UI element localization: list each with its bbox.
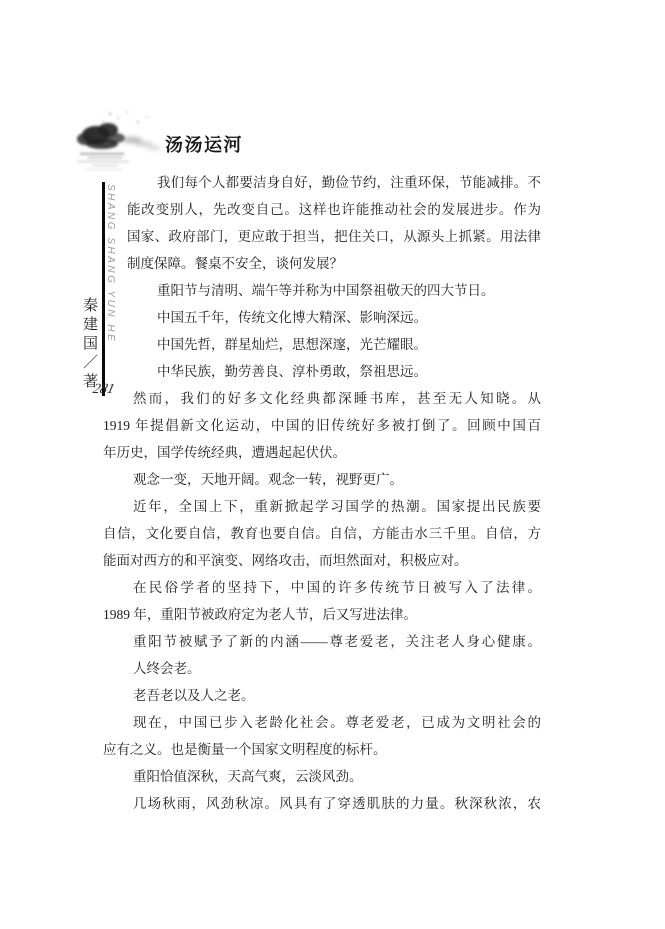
text-line: 1989 年，重阳节被政府定为老人节，后又写进法律。: [103, 607, 417, 622]
text-line: 能改变别人，先改变自己。这样也许能推动社会的发展进步。作为: [127, 202, 541, 217]
text-line: 近年，全国上下，重新掀起学习国学的热潮。国家提出民族要: [133, 499, 541, 514]
text-line: 重阳恰值深秋，天高气爽，云淡风劲。: [133, 769, 363, 784]
sidebar-series-name: SHANG SHANG YUN HE: [105, 184, 116, 344]
ink-painting-logo: [72, 108, 166, 174]
text-line: 我们每个人都要洁身自好，勤俭节约，注重环保，节能减排。不: [157, 175, 541, 190]
text-line: 中国五千年，传统文化博大精深、影响深远。: [157, 310, 427, 325]
text-line: 国家、政府部门，更应敢于担当，把住关口，从源头上抓紧。用法律: [127, 229, 541, 244]
text-line: 1919 年提倡新文化运动，中国的旧传统好多被打倒了。回顾中国百: [103, 418, 541, 433]
body-text-lower: [103, 385, 541, 817]
sidebar-author: 秦建国／著: [81, 297, 97, 392]
text-line: 现在，中国已步入老龄化社会。尊老爱老，已成为文明社会的: [133, 715, 541, 730]
text-line: 年历史，国学传统经典，遭遇起起伏伏。: [103, 445, 346, 460]
text-line: 在民俗学者的坚持下，中国的许多传统节日被写入了法律。: [133, 580, 541, 595]
text-line: 应有之义。也是衡量一个国家文明程度的标杆。: [103, 742, 387, 757]
text-line: 观念一变，天地开阔。观念一转，视野更广。: [133, 472, 403, 487]
text-line: 重阳节被赋予了新的内涵——尊老爱老，关注老人身心健康。: [133, 634, 541, 649]
book-title: 汤汤运河: [165, 135, 243, 155]
text-line: 人终会老。: [133, 661, 201, 676]
body-text-upper: [127, 169, 541, 385]
ink-wash-illustration: [72, 108, 166, 174]
text-line: 制度保障。餐桌不安全，谈何发展？: [127, 256, 343, 271]
page-number: 281: [91, 382, 116, 397]
text-line: 自信，文化要自信，教育也要自信。自信，方能击水三千里。自信，方: [103, 526, 541, 541]
text-line: 老吾老以及人之老。: [133, 688, 255, 703]
text-line: 几场秋雨，风劲秋凉。风具有了穿透肌肤的力量。秋深秋浓，农: [133, 796, 541, 811]
text-line: 中华民族，勤劳善良、淳朴勇敢，祭祖思远。: [157, 364, 427, 379]
text-line: 然而，我们的好多文化经典都深睡书库，甚至无人知晓。从: [133, 391, 541, 406]
text-line: 重阳节与清明、端午等并称为中国祭祖敬天的四大节日。: [157, 283, 495, 298]
text-line: 能面对西方的和平演变、网络攻击，而坦然面对，积极应对。: [103, 553, 468, 568]
text-line: 中国先哲，群星灿烂，思想深邃，光芒耀眼。: [157, 337, 427, 352]
